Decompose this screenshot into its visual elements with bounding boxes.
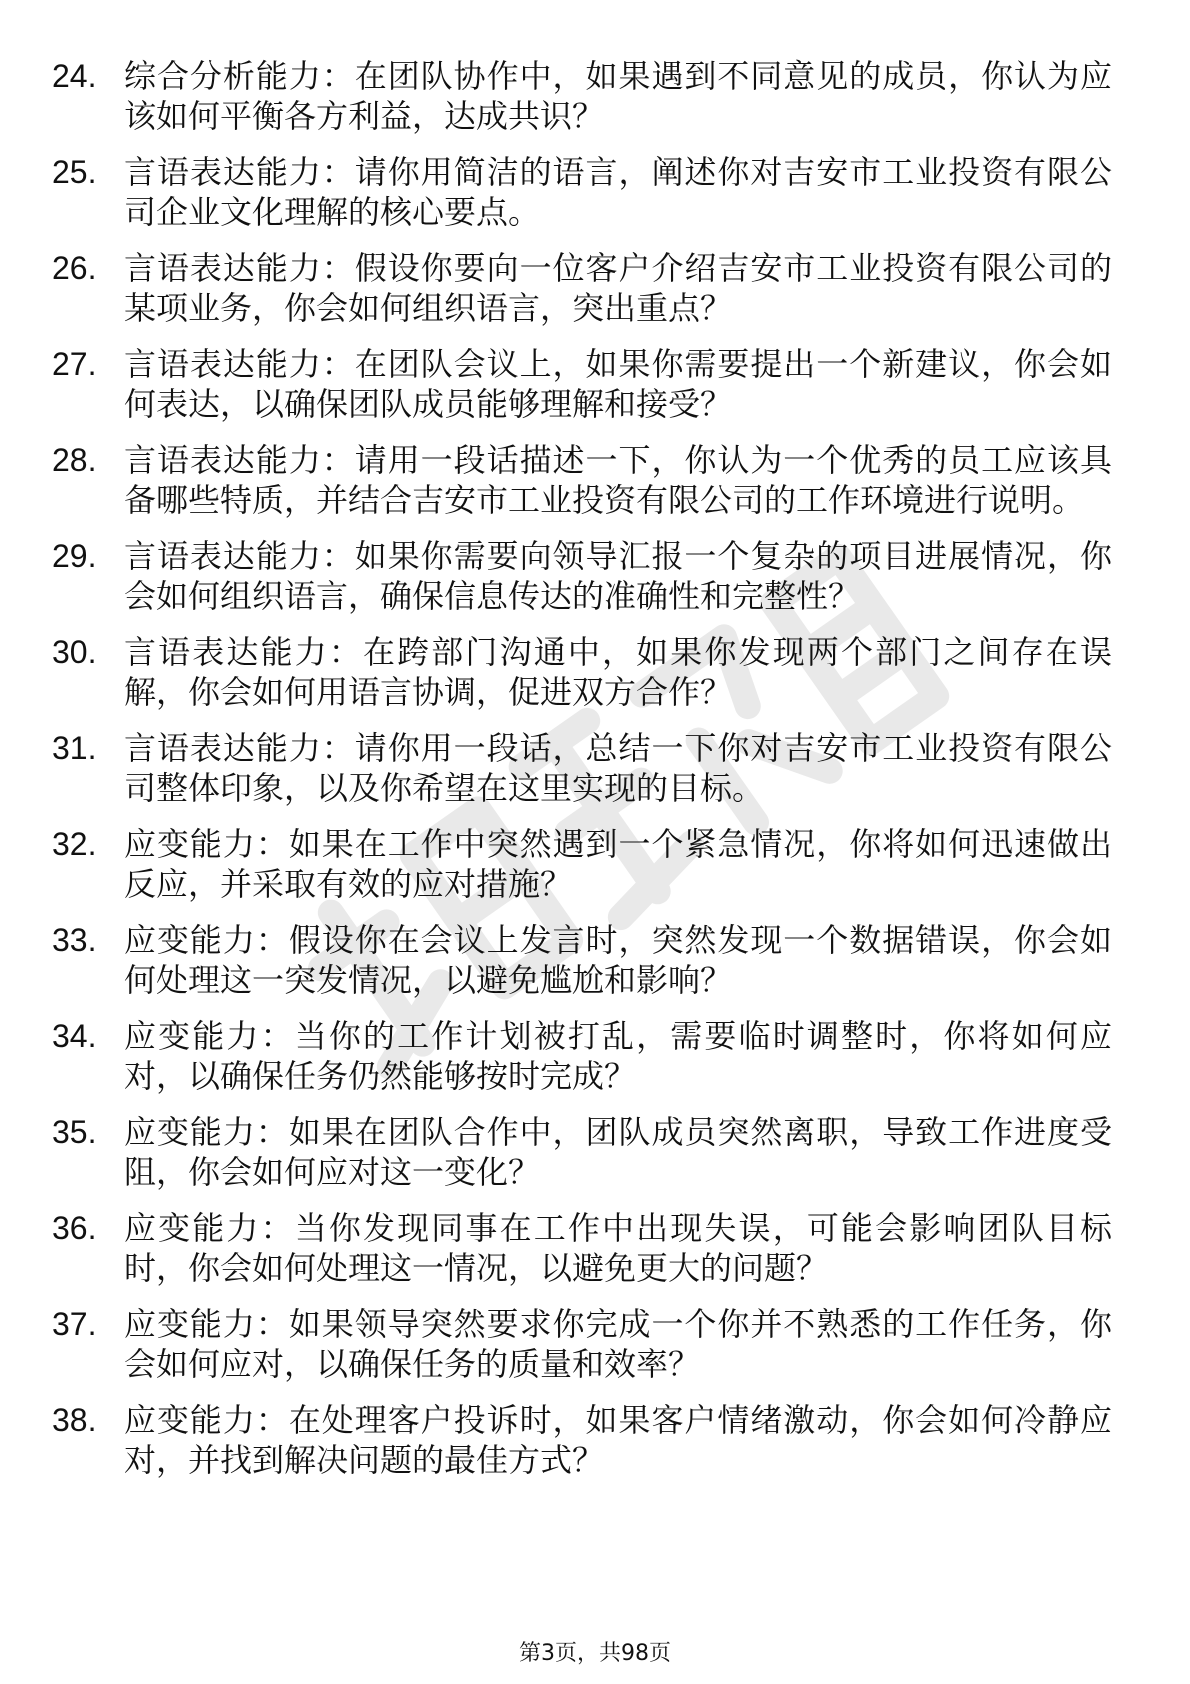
question-item xyxy=(52,1208,1112,1288)
question-item xyxy=(52,56,1112,136)
question-item xyxy=(52,1304,1112,1384)
question-item xyxy=(52,728,1112,808)
question-text: 言语表达能力：请你用一段话，总结一下你对吉安市工业投资有限公司整体印象，以及你希望在这里实现的目标。 xyxy=(124,729,1112,807)
question-text: 言语表达能力：请用一段话描述一下，你认为一个优秀的员工应该具备哪些特质，并结合吉安市工业投资有限公司的工作环境进行说明。 xyxy=(124,441,1112,519)
question-item xyxy=(52,344,1112,424)
question-text: 言语表达能力：如果你需要向领导汇报一个复杂的项目进展情况，你会如何组织语言，确保信息传达的准确性和完整性？ xyxy=(124,537,1112,615)
question-item xyxy=(52,824,1112,904)
question-text: 应变能力：如果在团队合作中，团队成员突然离职，导致工作进度受阻，你会如何应对这一变化？ xyxy=(124,1113,1112,1191)
question-text: 应变能力：在处理客户投诉时，如果客户情绪激动，你会如何冷静应对，并找到解决问题的最佳方式？ xyxy=(124,1401,1112,1479)
question-item xyxy=(52,1016,1112,1096)
question-number: 35. xyxy=(52,1114,97,1150)
page-footer: 第3页，共98页 xyxy=(519,1641,671,1666)
question-text: 应变能力：当你发现同事在工作中出现失误，可能会影响团队目标时，你会如何处理这一情况，以避免更大的问题？ xyxy=(124,1209,1112,1287)
question-text: 综合分析能力：在团队协作中，如果遇到不同意见的成员，你认为应该如何平衡各方利益，达成共识？ xyxy=(124,57,1112,135)
question-text: 言语表达能力：在跨部门沟通中，如果你发现两个部门之间存在误解，你会如何用语言协调，促进双方合作？ xyxy=(124,633,1112,711)
question-number: 28. xyxy=(52,442,97,478)
question-number: 32. xyxy=(52,826,97,862)
question-item xyxy=(52,632,1112,712)
question-text: 应变能力：当你的工作计划被打乱，需要临时调整时，你将如何应对，以确保任务仍然能够按时完成？ xyxy=(124,1017,1112,1095)
question-item xyxy=(52,1400,1112,1480)
question-item xyxy=(52,152,1112,232)
question-text: 应变能力：如果领导突然要求你完成一个你并不熟悉的工作任务，你会如何应对，以确保任务的质量和效率？ xyxy=(124,1305,1112,1383)
question-number: 29. xyxy=(52,538,97,574)
question-number: 27. xyxy=(52,346,97,382)
question-text: 言语表达能力：假设你要向一位客户介绍吉安市工业投资有限公司的某项业务，你会如何组织语言，突出重点？ xyxy=(124,249,1112,327)
question-number: 34. xyxy=(52,1018,97,1054)
question-text: 言语表达能力：请你用简洁的语言，阐述你对吉安市工业投资有限公司企业文化理解的核心要点。 xyxy=(124,153,1112,231)
question-number: 36. xyxy=(52,1210,97,1246)
question-number: 24. xyxy=(52,58,97,94)
question-item xyxy=(52,920,1112,1000)
question-number: 26. xyxy=(52,250,97,286)
question-number: 30. xyxy=(52,634,97,670)
question-item xyxy=(52,248,1112,328)
question-list xyxy=(52,56,1112,1496)
question-item xyxy=(52,1112,1112,1192)
question-number: 33. xyxy=(52,922,97,958)
question-number: 37. xyxy=(52,1306,97,1342)
question-text: 应变能力：如果在工作中突然遇到一个紧急情况，你将如何迅速做出反应，并采取有效的应对措施？ xyxy=(124,825,1112,903)
question-text: 言语表达能力：在团队会议上，如果你需要提出一个新建议，你会如何表达，以确保团队成员能够理解和接受？ xyxy=(124,345,1112,423)
question-item xyxy=(52,536,1112,616)
question-number: 25. xyxy=(52,154,97,190)
question-text: 应变能力：假设你在会议上发言时，突然发现一个数据错误，你会如何处理这一突发情况，以避免尴尬和影响？ xyxy=(124,921,1112,999)
question-number: 31. xyxy=(52,730,97,766)
question-item xyxy=(52,440,1112,520)
question-number: 38. xyxy=(52,1402,97,1438)
